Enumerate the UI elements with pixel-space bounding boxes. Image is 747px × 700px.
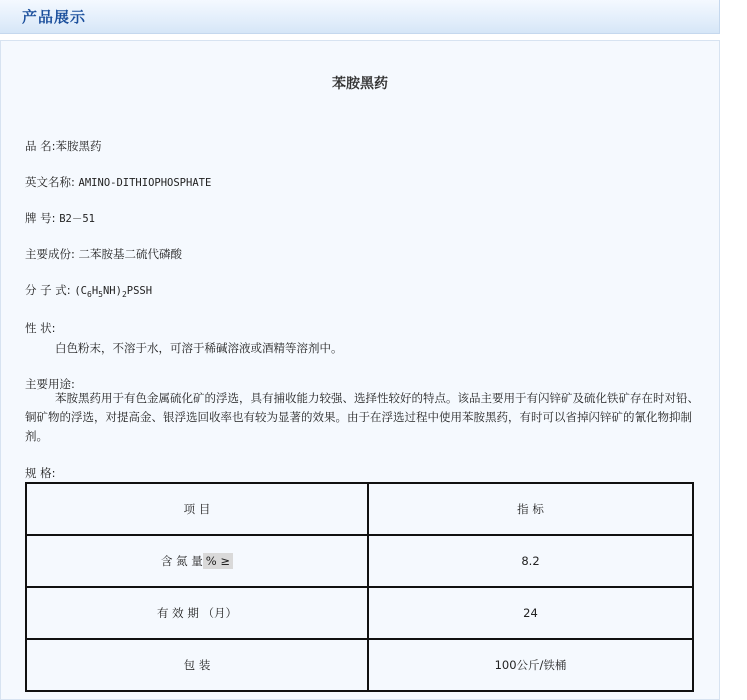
- formula-value: [74, 285, 153, 300]
- table-cell-value: 24: [368, 587, 693, 639]
- usage-label: 主要用途:: [25, 377, 75, 391]
- english-name-row: [25, 174, 211, 190]
- formula-subscript: 5: [98, 290, 103, 300]
- formula-part: PSSH: [126, 285, 153, 297]
- composition-label: 主要成份:: [25, 247, 75, 261]
- table-header-value: 指 标: [368, 483, 693, 535]
- formula-part: H: [91, 285, 99, 297]
- table-row: [26, 535, 693, 587]
- product-name-label: 品 名:: [25, 139, 56, 153]
- product-title: 苯胺黑药: [332, 76, 388, 92]
- composition-value: 二苯胺基二硫代磷酸: [78, 247, 183, 261]
- formula-part: (C: [74, 285, 87, 297]
- table-cell-value: 8.2: [368, 535, 693, 587]
- properties-label: 性 状:: [25, 321, 56, 335]
- english-name-label: 英文名称:: [25, 175, 75, 189]
- item-suffix: % ≥: [203, 553, 233, 569]
- formula-subscript: 6: [87, 290, 92, 300]
- brand-row: [25, 210, 95, 226]
- composition-row: [25, 246, 182, 262]
- item-label: 含 氮 量: [160, 554, 203, 568]
- english-name-value: AMINO-DITHIOPHOSPHATE: [78, 177, 212, 189]
- table-row: [26, 587, 693, 639]
- brand-label: 牌 号:: [25, 211, 56, 225]
- table-cell-item: 包 装: [26, 639, 368, 691]
- brand-value: B2－51: [59, 213, 95, 225]
- usage-text: 苯胺黑药用于有色金属硫化矿的浮选，具有捕收能力较强、选择性较好的特点。该品主要用于有闪锌矿及硫化铁矿存在时对铅、铜矿物的浮选，对提高金、银浮选回收率也有较为显著的效果。由于在浮选过程中使用苯胺黑药，有时可以省掉闪锌矿的氰化物抑制剂。: [25, 391, 699, 443]
- table-cell-item: [26, 535, 368, 587]
- table-cell-value: 100公斤/铁桶: [368, 639, 693, 691]
- table-row: [26, 639, 693, 691]
- formula-label: 分 子 式:: [25, 283, 71, 297]
- product-name-value: 苯胺黑药: [55, 139, 102, 153]
- table-header-row: [26, 483, 693, 535]
- formula-subscript: 2: [121, 290, 127, 300]
- product-name-row: [25, 138, 102, 154]
- properties-text: 白色粉末，不溶于水，可溶于稀碱溶液或酒精等溶剂中。: [55, 341, 343, 355]
- page-margin: [720, 0, 747, 700]
- spec-label: 规 格:: [25, 466, 56, 480]
- table-header-item: 项 目: [26, 483, 368, 535]
- spec-table: [25, 482, 694, 692]
- formula-row: [25, 282, 152, 299]
- formula-part: NH): [102, 285, 122, 297]
- table-cell-item: 有 效 期 （月）: [26, 587, 368, 639]
- section-header: [0, 0, 720, 34]
- section-title: 产品展示: [22, 8, 87, 26]
